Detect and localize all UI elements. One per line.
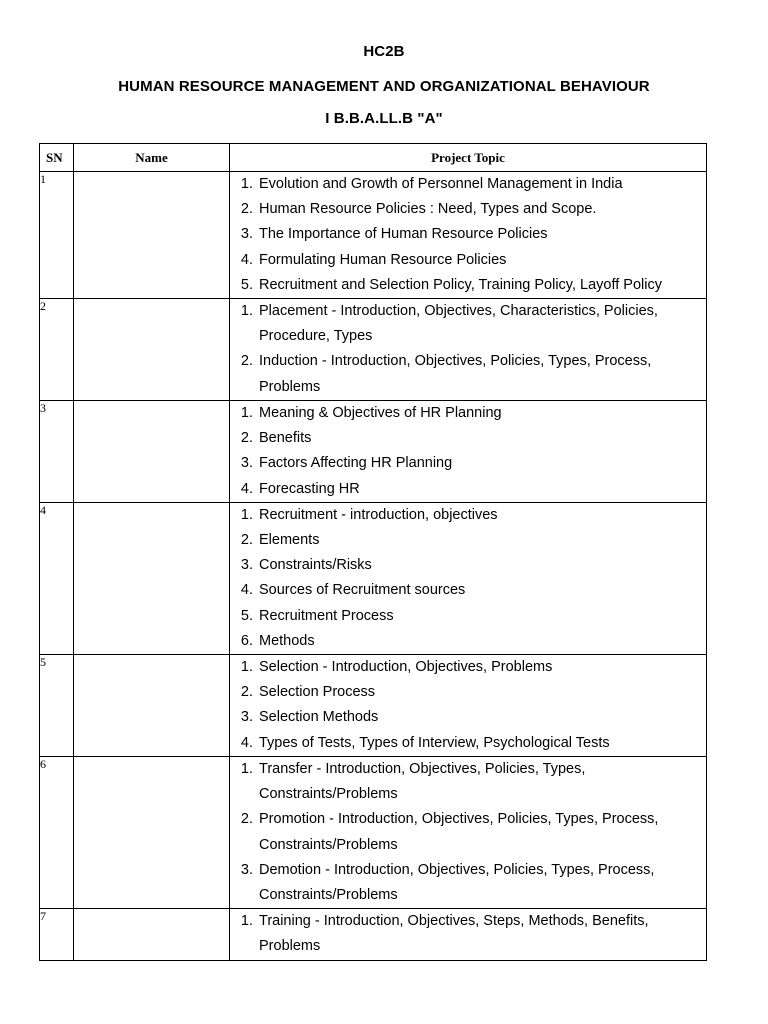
table-row bbox=[40, 172, 707, 299]
column-header-sn: SN bbox=[40, 144, 74, 172]
topic-list bbox=[230, 401, 706, 502]
topic-item: 2. Selection Process bbox=[257, 680, 706, 705]
row-name-cell bbox=[74, 172, 230, 299]
topic-item: 4. Formulating Human Resource Policies bbox=[257, 248, 706, 273]
topic-item: 2. Induction - Introduction, Objectives, Policies, Types, Process, Problems bbox=[257, 349, 706, 399]
topic-item: 1. Recruitment - introduction, objectives bbox=[257, 503, 706, 528]
row-name-cell bbox=[74, 909, 230, 960]
class-label: I B.B.A.LL.B "A" bbox=[325, 110, 443, 127]
row-sn: 6 bbox=[40, 757, 74, 909]
topic-item: 6. Methods bbox=[257, 629, 706, 654]
topic-item: 2. Human Resource Policies : Need, Types and Scope. bbox=[257, 197, 706, 222]
row-name-cell bbox=[74, 502, 230, 654]
row-name-cell bbox=[74, 757, 230, 909]
row-sn: 2 bbox=[40, 299, 74, 401]
row-topics-cell bbox=[230, 757, 707, 909]
row-sn: 7 bbox=[40, 909, 74, 960]
topic-item: 2. Benefits bbox=[257, 426, 706, 451]
topic-list bbox=[230, 503, 706, 654]
topic-item: 3. Demotion - Introduction, Objectives, Policies, Types, Process, Constraints/Problems bbox=[257, 858, 706, 908]
topic-item: 4. Forecasting HR bbox=[257, 477, 706, 502]
topic-item: 1. Selection - Introduction, Objectives, Problems bbox=[257, 655, 706, 680]
row-topics-cell bbox=[230, 502, 707, 654]
topic-list bbox=[230, 655, 706, 756]
row-topics-cell bbox=[230, 909, 707, 960]
topic-item: 3. Constraints/Risks bbox=[257, 553, 706, 578]
topic-list bbox=[230, 299, 706, 400]
row-topics-cell bbox=[230, 401, 707, 503]
topic-item: 1. Transfer - Introduction, Objectives, Policies, Types, Constraints/Problems bbox=[257, 757, 706, 807]
course-code: HC2B bbox=[363, 43, 405, 60]
topic-item: 3. The Importance of Human Resource Policies bbox=[257, 222, 706, 247]
topic-item: 4. Types of Tests, Types of Interview, Psychological Tests bbox=[257, 731, 706, 756]
row-sn: 1 bbox=[40, 172, 74, 299]
topic-item: 1. Evolution and Growth of Personnel Management in India bbox=[257, 172, 706, 197]
topic-item: 5. Recruitment and Selection Policy, Training Policy, Layoff Policy bbox=[257, 273, 706, 298]
topic-item: 3. Selection Methods bbox=[257, 705, 706, 730]
table-row bbox=[40, 757, 707, 909]
topic-item: 5. Recruitment Process bbox=[257, 604, 706, 629]
table-row bbox=[40, 299, 707, 401]
topic-item: 2. Promotion - Introduction, Objectives, Policies, Types, Process, Constraints/Problems bbox=[257, 807, 706, 857]
column-header-name: Name bbox=[74, 144, 230, 172]
row-sn: 5 bbox=[40, 655, 74, 757]
column-header-project-topic: Project Topic bbox=[230, 144, 707, 172]
topic-item: 3. Factors Affecting HR Planning bbox=[257, 451, 706, 476]
topic-list bbox=[230, 172, 706, 298]
subject-title: HUMAN RESOURCE MANAGEMENT AND ORGANIZATIONAL BEHAVIOUR bbox=[118, 78, 650, 95]
topic-item: 2. Elements bbox=[257, 528, 706, 553]
row-sn: 4 bbox=[40, 502, 74, 654]
project-topics-table bbox=[39, 143, 707, 961]
row-topics-cell bbox=[230, 299, 707, 401]
row-topics-cell bbox=[230, 172, 707, 299]
row-name-cell bbox=[74, 401, 230, 503]
table-row bbox=[40, 401, 707, 503]
row-name-cell bbox=[74, 655, 230, 757]
row-topics-cell bbox=[230, 655, 707, 757]
table-row bbox=[40, 909, 707, 960]
topic-item: 1. Placement - Introduction, Objectives, Characteristics, Policies, Procedure, Types bbox=[257, 299, 706, 349]
row-name-cell bbox=[74, 299, 230, 401]
topic-item: 1. Training - Introduction, Objectives, Steps, Methods, Benefits, Problems bbox=[257, 909, 706, 959]
table-row bbox=[40, 502, 707, 654]
topic-list bbox=[230, 757, 706, 908]
table-header-row bbox=[40, 144, 707, 172]
topic-item: 1. Meaning & Objectives of HR Planning bbox=[257, 401, 706, 426]
table-row bbox=[40, 655, 707, 757]
topic-list bbox=[230, 909, 706, 959]
topic-item: 4. Sources of Recruitment sources bbox=[257, 578, 706, 603]
row-sn: 3 bbox=[40, 401, 74, 503]
